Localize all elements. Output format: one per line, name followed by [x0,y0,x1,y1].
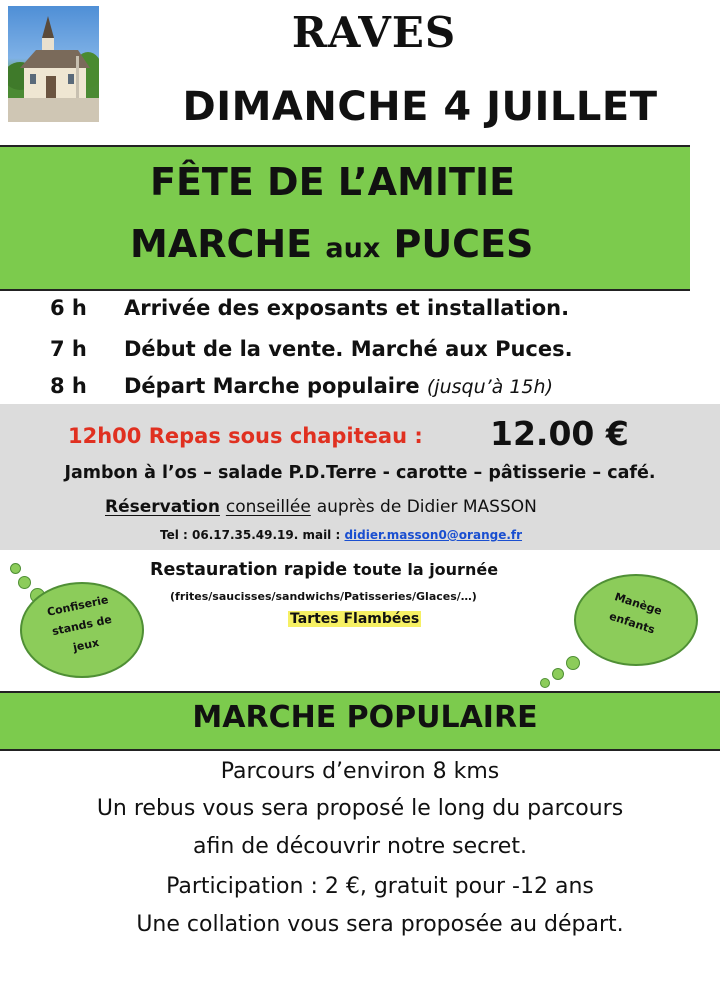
walk-line: Une collation vous sera proposée au départ. [136,912,624,937]
tartes-label: Tartes Flambées [290,611,420,627]
schedule-hour: 6 h [50,296,87,320]
schedule-hour: 7 h [50,337,87,361]
walk-line: Parcours d’environ 8 kms [220,759,500,784]
right-cloud-line: Manège [612,590,664,618]
marche-word: MARCHE [130,222,313,266]
cloud-dot [552,668,564,680]
schedule-hour: 8 h [50,374,87,398]
schedule-text: Début de la vente. Marché aux Puces. [124,337,573,361]
meal-price: 12.00 € [490,414,629,453]
left-cloud-line: jeux [71,635,101,655]
fete-title: FÊTE DE L’AMITIE [150,160,516,204]
town-name: RAVES [291,8,457,57]
meal-menu: Jambon à l’os – salade P.D.Terre - carotte – pâtisserie – café. [64,463,656,483]
contact-line [160,528,522,542]
phone-text: Tel : 06.17.35.49.19. mail : [160,528,341,542]
schedule-note: (jusqu’à 15h) [426,376,553,398]
reservation-advised: conseillée [225,497,311,517]
puces-word: PUCES [393,222,534,266]
walk-line: afin de découvrir notre secret. [193,834,527,859]
schedule-text: Départ Marche populaire [124,374,420,398]
reservation-contact: auprès de Didier MASSON [316,497,537,517]
right-cloud-line: enfants [607,609,657,637]
meal-label: 12h00 Repas sous chapiteau : [68,424,423,448]
walk-line: Un rebus vous sera proposé le long du parcours [96,796,624,821]
cloud-dot [540,678,550,688]
schedule-row [50,374,553,398]
left-cloud-line: stands de [50,612,113,639]
walk-line: Participation : 2 €, gratuit pour -12 ans [166,874,594,899]
snack-title-rest: toute la journée [353,560,499,579]
reservation-word: Réservation [105,497,220,517]
cloud-dot [566,656,580,670]
snack-title [150,560,498,580]
reservation-line [105,497,537,517]
snack-title-bold: Restauration rapide [150,560,348,580]
cloud-dot [18,576,31,589]
marche-title [130,222,533,266]
cloud-dot [10,563,21,574]
event-date: DIMANCHE 4 JUILLET [182,84,658,130]
schedule-text: Arrivée des exposants et installation. [124,296,570,320]
schedule-row [50,296,569,320]
schedule-row [50,337,573,361]
left-cloud-line: Confiserie [45,593,110,619]
walk-title: MARCHE POPULAIRE [192,700,538,735]
aux-word: aux [325,233,381,264]
snack-items: (frites/saucisses/sandwichs/Patisseries/Glaces/…) [170,590,477,603]
email-link[interactable]: didier.masson0@orange.fr [344,528,523,542]
